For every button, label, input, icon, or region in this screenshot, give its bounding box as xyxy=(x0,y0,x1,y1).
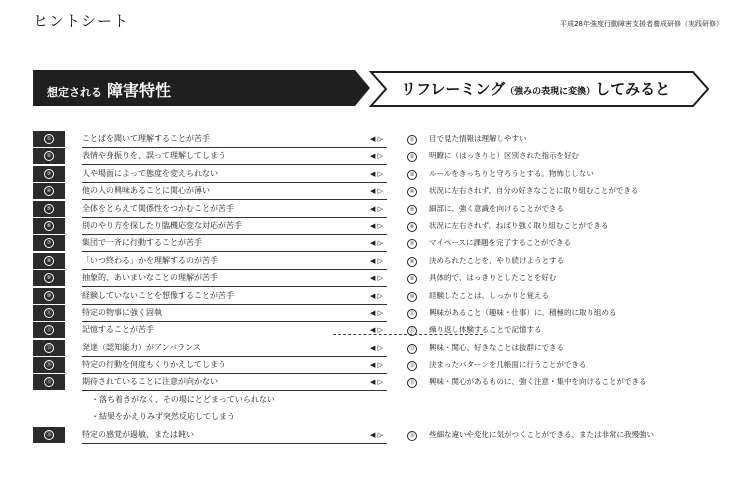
reframe-number: ⑩ xyxy=(407,292,417,302)
row-number: ⑩ xyxy=(44,291,54,301)
trait-text: 期待されていることに注意が向かない xyxy=(82,374,387,391)
trait-text: 表情や身振りを、誤って理解してしまう xyxy=(82,148,387,165)
row-number: ⑬ xyxy=(44,343,54,353)
sheet-subtitle: 平成28年強度行動障害支援者養成研修（実践研修） xyxy=(560,20,723,28)
trait-text: 他の人の興味あることに関心が薄い xyxy=(82,183,387,200)
reframe-number: ⑨ xyxy=(407,274,417,284)
row-number: ⑦ xyxy=(44,238,54,248)
row-number: ② xyxy=(44,151,54,161)
arrows-icon: ◀ ▷ xyxy=(370,135,383,143)
left-banner-prefix: 想定される xyxy=(47,86,102,99)
trait-text: 特定の物事に強く固執 xyxy=(82,305,387,322)
arrows-icon: ◀ ▷ xyxy=(370,361,383,370)
reframe-text: 興味・関心があるものに、強く注意・集中を向けることができる xyxy=(429,377,647,387)
sub-item-row xyxy=(33,409,713,426)
arrows-icon: ◀ ▷ xyxy=(370,274,383,283)
left-section-banner xyxy=(33,70,370,106)
trait-text: 「いつ終わる」かを理解するのが苦手 xyxy=(82,253,387,270)
reframe-text: 状況に左右されず、自分の好きなことに取り組むことができる xyxy=(429,186,639,196)
reframe-number: ⑯ xyxy=(407,431,417,441)
row-number-cell xyxy=(33,166,65,182)
reframe-number: ⑦ xyxy=(407,239,417,249)
reframe-text: 経験したことは、しっかりと覚える xyxy=(429,290,549,300)
row-number-cell xyxy=(33,288,65,304)
reframe-number: ⑫ xyxy=(407,326,417,336)
row-number-cell xyxy=(33,270,65,286)
table-row xyxy=(33,270,713,287)
reframe-text: 状況に左右されず、ねばり強く取り組むことができる xyxy=(429,220,609,230)
table-row xyxy=(33,166,713,183)
row-number-cell xyxy=(33,235,65,251)
arrows-icon: ◀ ▷ xyxy=(370,291,383,300)
right-banner-paren: （強みの表現に変換） xyxy=(505,87,596,97)
row-number-cell xyxy=(33,427,65,443)
row-number-cell xyxy=(33,218,65,234)
table-row xyxy=(33,131,713,148)
reframe-text: 興味・関心、好きなことは抜群にできる xyxy=(429,342,564,352)
reframe-number: ⑪ xyxy=(407,309,417,319)
arrows-icon: ◀ ▷ xyxy=(370,169,383,178)
table-row xyxy=(33,183,713,200)
reframe-number: ⑥ xyxy=(407,222,417,232)
reframe-number: ① xyxy=(407,135,417,145)
arrows-icon: ◀ ▷ xyxy=(370,326,383,335)
table-row xyxy=(33,374,713,391)
table-row xyxy=(33,235,713,252)
row-number-cell xyxy=(33,322,65,338)
arrows-icon: ◀ ▷ xyxy=(370,308,383,317)
trait-text: 発達（認知能力）がアンバランス xyxy=(82,340,387,357)
sub-item-text: ・結果をかえりみず突然反応してしまう xyxy=(91,412,235,422)
reframe-number: ⑤ xyxy=(407,205,417,215)
reframe-text: 些細な違いや変化に気がつくことができる、または非常に我慢強い xyxy=(429,429,654,439)
row-number-cell xyxy=(33,148,65,164)
arrows-icon: ◀ ▷ xyxy=(370,152,383,161)
row-number: ⑭ xyxy=(44,360,54,370)
row-number-cell xyxy=(33,131,65,147)
arrows-icon: ◀ ▷ xyxy=(370,378,383,387)
row-number: ⑥ xyxy=(44,221,54,231)
reframe-number: ⑬ xyxy=(407,344,417,354)
trait-text: 特定の行動を何度もくりかえしてしまう xyxy=(82,357,387,374)
table-row xyxy=(33,218,713,235)
row-number-cell xyxy=(33,253,65,269)
row-number: ① xyxy=(44,134,54,144)
table-row xyxy=(33,305,713,322)
row-number-cell xyxy=(33,374,65,390)
table-row xyxy=(33,148,713,165)
trait-text: 別のやり方を探したり臨機応変な対応が苦手 xyxy=(82,218,387,235)
right-section-banner xyxy=(365,70,710,108)
row-number-cell xyxy=(33,305,65,321)
trait-text: 特定の感覚が過敏、または鈍い xyxy=(82,427,387,444)
arrows-icon: ◀ ▷ xyxy=(370,221,383,230)
trait-text: 経験していないことを想像することが苦手 xyxy=(82,288,387,305)
arrows-icon: ◀ ▷ xyxy=(370,187,383,196)
table-row xyxy=(33,201,713,218)
reframe-number: ⑭ xyxy=(407,361,417,371)
sub-item-row xyxy=(33,392,713,409)
reframe-number: ③ xyxy=(407,170,417,180)
reframe-text: マイペースに課題を完了することができる xyxy=(429,238,571,248)
reframe-text: 繰り返し体験することで記憶する xyxy=(429,325,542,335)
dashed-separator xyxy=(333,334,483,335)
row-number: ③ xyxy=(44,169,54,179)
left-banner-text xyxy=(47,78,171,101)
table-row xyxy=(33,322,713,339)
trait-text: 記憶することが苦手 xyxy=(82,325,154,335)
trait-text: 集団で一斉に行動することが苦手 xyxy=(82,235,387,252)
reframe-number: ⑧ xyxy=(407,257,417,267)
row-number: ⑯ xyxy=(44,430,54,440)
reframe-text: 決められたことを、やり続けようとする xyxy=(429,255,564,265)
arrows-icon: ◀ ▷ xyxy=(370,239,383,248)
row-number: ⑨ xyxy=(44,273,54,283)
reframe-text: 興味があること（趣味・仕事）に、積極的に取り組める xyxy=(429,307,617,317)
row-number: ⑫ xyxy=(44,325,54,335)
reframe-text: 目で見た情報は理解しやすい xyxy=(429,134,527,143)
row-number: ⑮ xyxy=(44,377,54,387)
table-row xyxy=(33,288,713,305)
row-number-cell xyxy=(33,340,65,356)
right-banner-text xyxy=(401,78,670,99)
arrows-icon: ◀ ▷ xyxy=(370,204,383,213)
table-row xyxy=(33,357,713,374)
row-number: ⑧ xyxy=(44,256,54,266)
row-number: ⑤ xyxy=(44,204,54,214)
row-number: ⑪ xyxy=(44,308,54,318)
right-banner-main: リフレーミング xyxy=(401,80,506,98)
reframe-text: 決まったパターンを几帳面に行うことができる xyxy=(429,360,587,370)
trait-text: 人や場面によって態度を変えられない xyxy=(82,166,387,183)
trait-reframing-table xyxy=(33,131,713,444)
arrows-icon: ◀ ▷ xyxy=(370,430,383,439)
reframe-text: 具体的で、はっきりとしたことを好む xyxy=(429,273,557,283)
reframe-number: ④ xyxy=(407,187,417,197)
trait-text: ことばを聞いて理解することが苦手 xyxy=(82,131,387,148)
reframe-text: 細部に、強く意識を向けることができる xyxy=(429,203,564,213)
trait-text: 全体をとらえて関係性をつかむことが苦手 xyxy=(82,201,387,218)
arrows-icon: ◀ ▷ xyxy=(370,256,383,265)
sub-item-text: ・落ち着きがなく、その場にとどまっていられない xyxy=(91,394,275,404)
table-row xyxy=(33,253,713,270)
row-number-cell xyxy=(33,201,65,217)
arrows-icon: ◀ ▷ xyxy=(370,343,383,352)
trait-text: 抽象的、あいまいなことの理解が苦手 xyxy=(82,270,387,287)
row-number-cell xyxy=(33,357,65,373)
sheet-title: ヒントシート xyxy=(33,12,130,30)
reframe-text: 明瞭に（はっきりと）区別された指示を好む xyxy=(429,151,579,161)
table-row xyxy=(33,340,713,357)
reframe-text: ルールをきっちりと守ろうとする。物怖じしない xyxy=(429,168,594,178)
right-banner-suffix: してみると xyxy=(595,80,671,98)
table-row xyxy=(33,427,713,444)
reframe-number: ② xyxy=(407,152,417,162)
row-number-cell xyxy=(33,183,65,199)
reframe-number: ⑮ xyxy=(407,378,417,388)
row-number: ④ xyxy=(44,186,54,196)
left-banner-main: 障害特性 xyxy=(107,81,172,100)
